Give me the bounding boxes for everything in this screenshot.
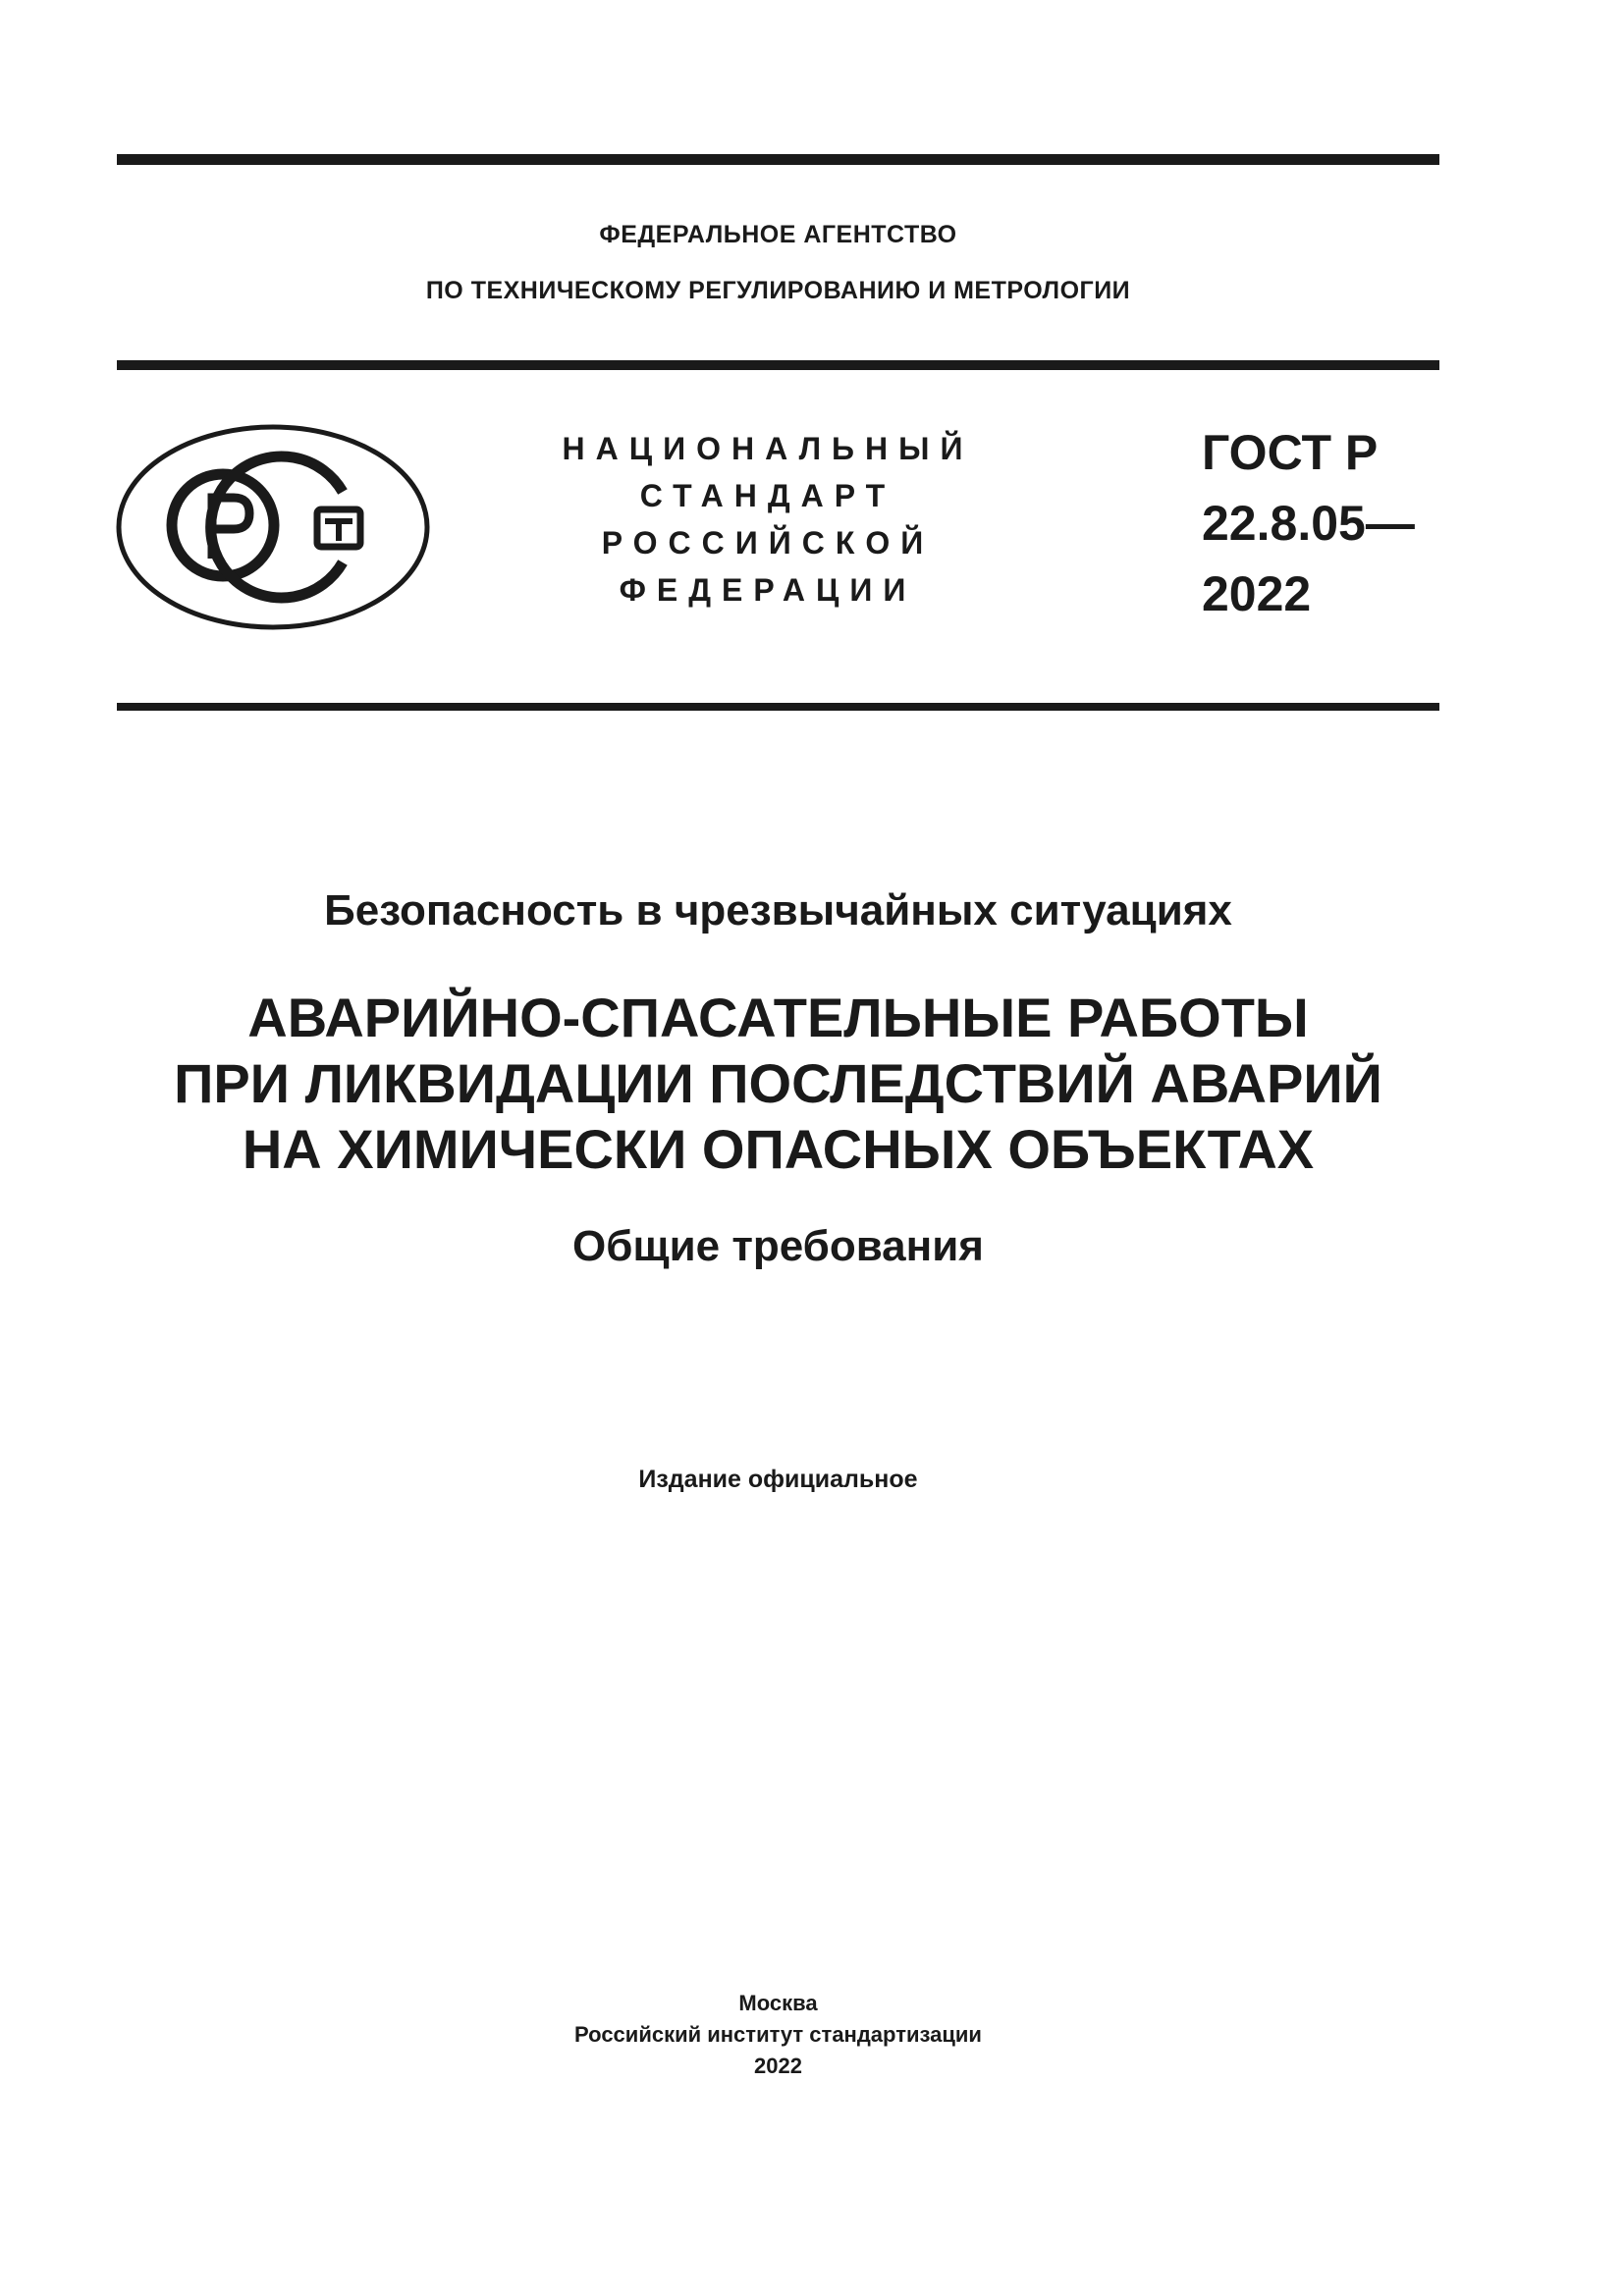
rst-logo [115, 423, 431, 631]
document-subtitle: Общие требования [572, 1222, 984, 1270]
standard-kind-line: СТАНДАРТ [639, 478, 896, 513]
standard-kind-line: ФЕДЕРАЦИИ [619, 572, 917, 608]
standard-kind-line: НАЦИОНАЛЬНЫЙ [562, 431, 974, 466]
document-title [117, 985, 1439, 1182]
standard-designation [1202, 417, 1415, 629]
publisher-year: 2022 [754, 2054, 802, 2078]
agency-line-1: ФЕДЕРАЛЬНОЕ АГЕНТСТВО [599, 221, 957, 248]
designation-line: 2022 [1202, 566, 1312, 621]
title-line: НА ХИМИЧЕСКИ ОПАСНЫХ ОБЪЕКТАХ [242, 1118, 1315, 1180]
publisher-block [117, 1988, 1439, 2082]
title-line: ПРИ ЛИКВИДАЦИИ ПОСЛЕДСТВИЙ АВАРИЙ [174, 1052, 1382, 1114]
publisher-name: Российский институт стандартизации [574, 2022, 982, 2047]
title-line: АВАРИЙНО-СПАСАТЕЛЬНЫЕ РАБОТЫ [247, 987, 1309, 1048]
series-title: Безопасность в чрезвычайных ситуациях [324, 886, 1232, 934]
top-rule [117, 154, 1439, 165]
designation-line: 22.8.05— [1202, 496, 1415, 551]
agency-line-2: ПО ТЕХНИЧЕСКОМУ РЕГУЛИРОВАНИЮ И МЕТРОЛОГИИ [425, 277, 1131, 304]
middle-rule [117, 360, 1439, 370]
designation-line: ГОСТ Р [1202, 425, 1379, 480]
standard-kind [562, 425, 974, 614]
publisher-city: Москва [738, 1991, 818, 2015]
lower-rule [117, 703, 1439, 711]
standard-kind-line: РОССИЙСКОЙ [601, 525, 935, 561]
edition-label: Издание официальное [638, 1466, 918, 1493]
